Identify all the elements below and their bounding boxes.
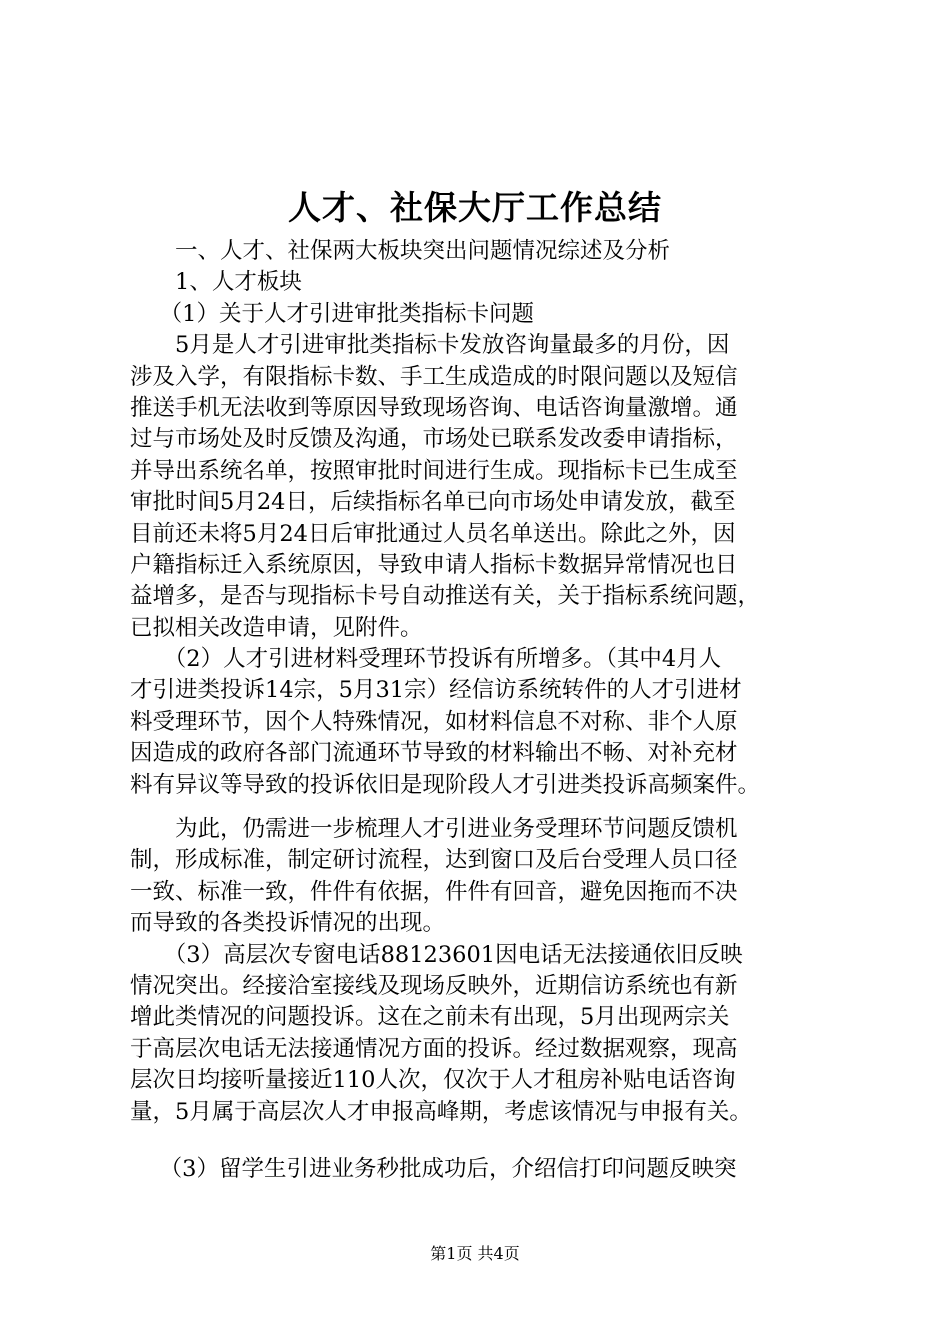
- document-title: 人才、社保大厅工作总结: [288, 188, 662, 227]
- text-line: 为此，仍需进一步梳理人才引进业务受理环节问题反馈机: [130, 816, 738, 842]
- text-line: 过与市场处及时反馈及沟通，市场处已联系发改委申请指标，: [130, 426, 738, 453]
- text-line: （1）关于人才引进审批类指标卡问题: [130, 300, 534, 327]
- text-line: 一、人才、社保两大板块突出问题情况综述及分析: [130, 238, 671, 264]
- text-line: 因造成的政府各部门流通环节导致的材料输出不畅、对补充材: [130, 740, 738, 767]
- body-block-1: [130, 236, 842, 801]
- text-line: 量，5月属于高层次人才申报高峰期，考虑该情况与申报有关。: [130, 1098, 752, 1125]
- text-line: 已拟相关改造申请，见附件。: [130, 614, 423, 641]
- text-line: 1、人才板块: [130, 269, 302, 296]
- text-line: （3）留学生引进业务秒批成功后，介绍信打印问题反映突: [130, 1156, 737, 1182]
- text-line: 涉及入学，有限指标卡数、手工生成造成的时限问题以及短信: [130, 363, 738, 390]
- text-line: 制，形成标准，制定研讨流程，达到窗口及后台受理人员口径: [130, 847, 738, 874]
- text-line: 目前还未将5月24日后审批通过人员名单送出。除此之外，因: [130, 520, 736, 547]
- text-line: 料有异议等导致的投诉依旧是现阶段人才引进类投诉高频案件。: [130, 771, 761, 798]
- text-line: 户籍指标迁入系统原因，导致申请人指标卡数据异常情况也日: [130, 551, 738, 578]
- text-line: 增此类情况的问题投诉。这在之前未有出现，5月出现两宗关: [130, 1004, 730, 1031]
- text-line: 而导致的各类投诉情况的出现。: [130, 910, 446, 937]
- text-line: 才引进类投诉14宗，5月31宗）经信访系统转件的人才引进材: [130, 677, 742, 704]
- body-block-2: [130, 814, 842, 1128]
- text-line: 一致、标准一致，件件有依据，件件有回音，避免因拖而不决: [130, 878, 738, 905]
- text-line: 情况突出。经接洽室接线及现场反映外，近期信访系统也有新: [130, 972, 738, 999]
- text-line: 层次日均接听量接近110人次，仅次于人才租房补贴电话咨询: [130, 1067, 736, 1094]
- body-block-3: [130, 1154, 842, 1185]
- text-line: 料受理环节，因个人特殊情况，如材料信息不对称、非个人原: [130, 708, 738, 735]
- text-line: 推送手机无法收到等原因导致现场咨询、电话咨询量激增。通: [130, 394, 738, 421]
- text-line: 5月是人才引进审批类指标卡发放咨询量最多的月份，因: [130, 332, 730, 359]
- text-line: 并导出系统名单，按照审批时间进行生成。现指标卡已生成至: [130, 457, 738, 484]
- text-line: 审批时间5月24日，后续指标名单已向市场处申请发放，截至: [130, 489, 736, 516]
- text-line: 益增多，是否与现指标卡号自动推送有关，关于指标系统问题，: [130, 583, 761, 610]
- page-footer: 第1页 共4页: [430, 1244, 520, 1263]
- text-line: 于高层次电话无法接通情况方面的投诉。经过数据观察，现高: [130, 1035, 738, 1062]
- text-line: （3）高层次专窗电话88123601因电话无法接通依旧反映: [130, 941, 743, 968]
- text-line: （2）人才引进材料受理环节投诉有所增多。（其中4月人: [130, 646, 722, 673]
